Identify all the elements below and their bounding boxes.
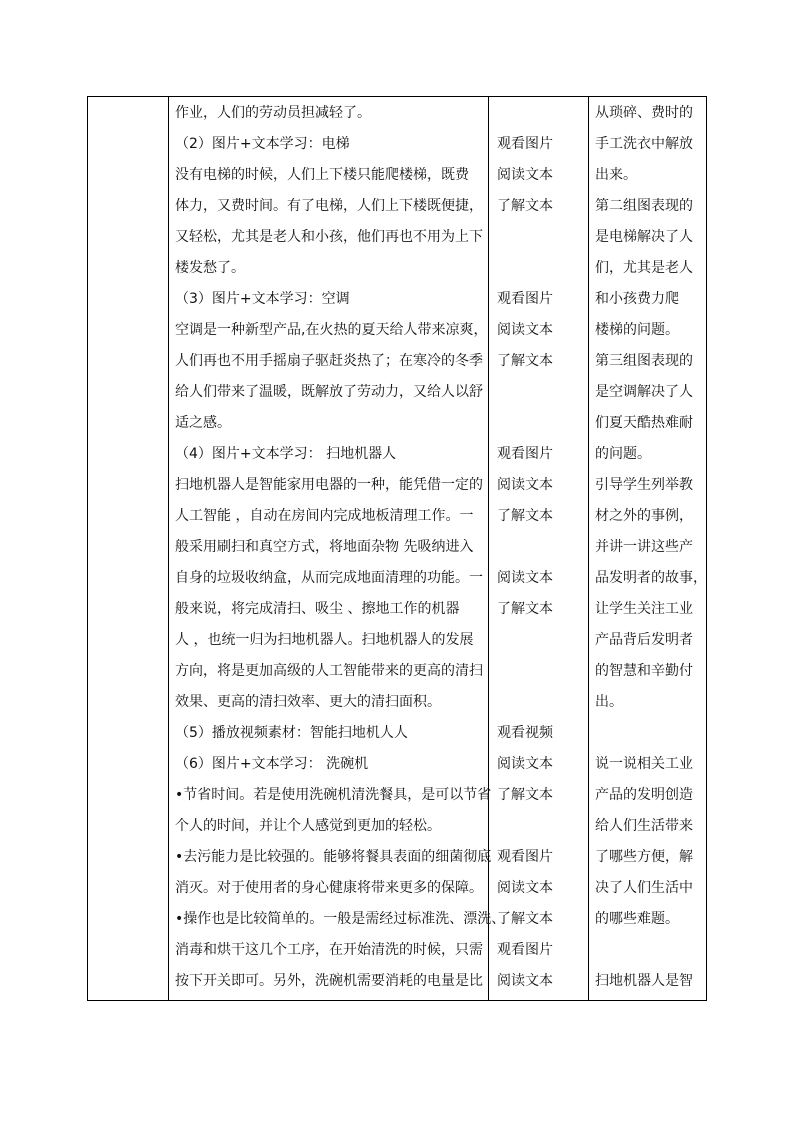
content-text-line: 又轻松，尤其是老人和小孩，他们再也不用为上下 [175, 229, 483, 245]
intent-text-line: 和小孩费力爬 [595, 291, 679, 307]
intent-text-line: 材之外的事例， [595, 508, 693, 524]
activity-text-line: 了解文本 [497, 601, 553, 617]
activity-text-line: 观看图片 [497, 446, 553, 462]
intent-text-line: 品发明者的故事， [595, 570, 707, 586]
content-text-line: （3）图片+文本学习：空调 [175, 291, 350, 307]
content-text-line: 消毒和烘干这几个工序，在开始清洗的时候，只需 [175, 942, 483, 958]
activity-text-line: 阅读文本 [497, 477, 553, 493]
activity-text-line: 观看图片 [497, 136, 553, 152]
intent-text-line: 是空调解决了人 [595, 384, 693, 400]
content-text-line: 楼发愁了。 [175, 260, 245, 276]
content-text-line: 体力，又费时间。有了电梯，人们上下楼既便捷， [175, 198, 483, 214]
activity-text-line: 了解文本 [497, 787, 553, 803]
activity-text-line: 阅读文本 [497, 322, 553, 338]
column-divider [168, 97, 169, 1000]
intent-text-line: 出来。 [595, 167, 637, 183]
activity-text-line: 阅读文本 [497, 167, 553, 183]
lesson-table [87, 96, 707, 1001]
intent-text-line: 并讲一讲这些产 [595, 539, 693, 555]
intent-text-line: 们夏天酷热难耐 [595, 415, 693, 431]
intent-text-line: 楼梯的问题。 [595, 322, 679, 338]
intent-text-line: 产品背后发明者 [595, 632, 693, 648]
intent-text-line: 手工洗衣中解放 [595, 136, 693, 152]
intent-text-line: 决了人们生活中 [595, 880, 693, 896]
intent-text-line: 引导学生列举教 [595, 477, 693, 493]
intent-text-line: 从琐碎、费时的 [595, 105, 693, 121]
content-text-line: •去污能力是比较强的。能够将餐具表面的细菌彻底 [175, 849, 492, 865]
activity-text-line: 阅读文本 [497, 756, 553, 772]
content-text-line: （6）图片+文本学习： 洗碗机 [175, 756, 369, 772]
content-text-line: 按下开关即可。另外，洗碗机需要消耗的电量是比 [175, 973, 483, 989]
activity-text-line: 观看图片 [497, 291, 553, 307]
content-text-line: 自身的垃圾收纳盒，从而完成地面清理的功能。一 [175, 570, 483, 586]
intent-text-line: 给人们生活带来 [595, 818, 693, 834]
intent-text-line: 说一说相关工业 [595, 756, 693, 772]
content-text-line: 个人的时间，并让个人感觉到更加的轻松。 [175, 818, 441, 834]
activity-text-line: 了解文本 [497, 911, 553, 927]
activity-text-line: 阅读文本 [497, 973, 553, 989]
activity-text-line: 观看图片 [497, 849, 553, 865]
content-text-line: 给人们带来了温暖，既解放了劳动力，又给人以舒 [175, 384, 483, 400]
content-text-line: 空调是一种新型产品,在火热的夏天给人带来凉爽， [175, 322, 488, 338]
content-text-line: 人 ，也统一归为扫地机器人。扫地机器人的发展 [175, 632, 474, 648]
activity-text-line: 观看视频 [497, 725, 553, 741]
intent-text-line: 让学生关注工业 [595, 601, 693, 617]
activity-text-line: 了解文本 [497, 353, 553, 369]
content-text-line: 效果、更高的清扫效率、更大的清扫面积。 [175, 694, 441, 710]
content-text-line: 般采用刷扫和真空方式，将地面杂物 先吸纳进入 [175, 539, 474, 555]
activity-text-line: 阅读文本 [497, 570, 553, 586]
content-text-line: 人们再也不用手摇扇子驱赶炎热了；在寒冷的冬季 [175, 353, 483, 369]
intent-text-line: 产品的发明创造 [595, 787, 693, 803]
intent-text-line: 的智慧和辛勤付 [595, 663, 693, 679]
intent-text-line: 了哪些方便，解 [595, 849, 693, 865]
intent-text-line: 是电梯解决了人 [595, 229, 693, 245]
intent-text-line: 出。 [595, 694, 623, 710]
content-text-line: 人工智能 ，自动在房间内完成地板清理工作。一 [175, 508, 474, 524]
activity-text-line: 了解文本 [497, 508, 553, 524]
intent-text-line: 的哪些难题。 [595, 911, 679, 927]
content-text-line: 没有电梯的时候，人们上下楼只能爬楼梯，既费 [175, 167, 469, 183]
content-text-line: •操作也是比较简单的。一般是需经过标准洗、漂洗、 [175, 911, 506, 927]
activity-text-line: 阅读文本 [497, 880, 553, 896]
content-text-line: 消灭。对于使用者的身心健康将带来更多的保障。 [175, 880, 483, 896]
content-text-line: 般来说，将完成清扫、吸尘 、擦地工作的机器 [175, 601, 460, 617]
intent-text-line: 第三组图表现的 [595, 353, 693, 369]
intent-text-line: 第二组图表现的 [595, 198, 693, 214]
intent-text-line: 们，尤其是老人 [595, 260, 693, 276]
content-text-line: •节省时间。若是使用洗碗机清洗餐具，是可以节省 [175, 787, 492, 803]
content-text-line: 作业，人们的劳动员担减轻了。 [175, 105, 371, 121]
content-text-line: （5）播放视频素材：智能扫地机人人 [175, 725, 408, 741]
content-text-line: 方向，将是更加高级的人工智能带来的更高的清扫 [175, 663, 483, 679]
content-text-line: 适之感。 [175, 415, 231, 431]
content-text-line: 扫地机器人是智能家用电器的一种，能凭借一定的 [175, 477, 483, 493]
activity-text-line: 了解文本 [497, 198, 553, 214]
intent-text-line: 的问题。 [595, 446, 651, 462]
activity-text-line: 观看图片 [497, 942, 553, 958]
content-text-line: （4）图片+文本学习： 扫地机器人 [175, 446, 397, 462]
content-text-line: （2）图片+文本学习：电梯 [175, 136, 350, 152]
intent-text-line: 扫地机器人是智 [595, 973, 693, 989]
column-divider [588, 97, 589, 1000]
